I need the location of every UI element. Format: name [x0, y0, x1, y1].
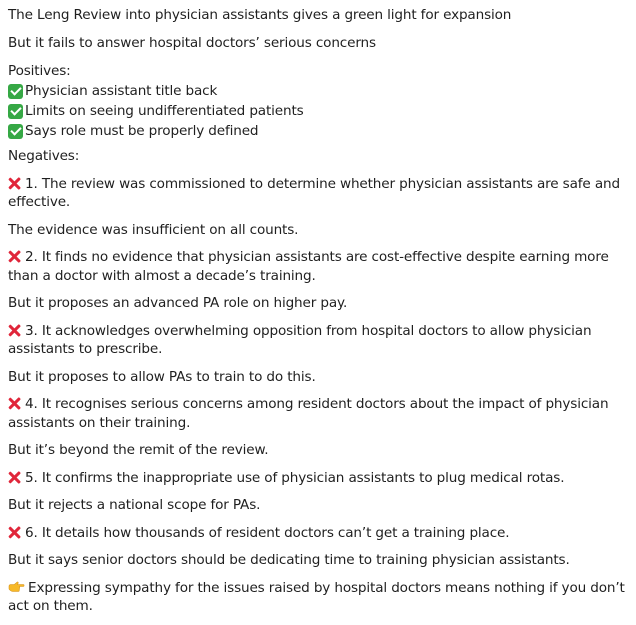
cross-mark-icon: [8, 397, 21, 410]
negative-point: [8, 175, 634, 212]
post-subhead: But it fails to answer hospital doctors’ serious concerns: [8, 34, 376, 51]
closing-text: Expressing sympathy for the issues raised by hospital doctors means nothing if you don’t act on them.: [8, 579, 625, 614]
check-mark-icon: [8, 104, 23, 119]
cross-mark-icon: [8, 526, 21, 539]
negative-point-text: 5. It confirms the inappropriate use of physician assistants to plug medical rotas.: [25, 469, 565, 486]
negative-response: But it proposes an advanced PA role on higher pay.: [8, 295, 348, 311]
hand-pointing-right-icon: [8, 581, 25, 594]
check-mark-icon: [8, 124, 23, 139]
positive-item-text: Physician assistant title back: [25, 82, 218, 99]
negative-point-text: 6. It details how thousands of resident doctors can’t get a training place.: [25, 524, 510, 541]
closing-statement: [8, 579, 634, 616]
negative-point-text: 4. It recognises serious concerns among resident doctors about the impact of physician assistants on their training.: [8, 396, 609, 431]
cross-mark-icon: [8, 324, 21, 337]
negative-point: [8, 395, 634, 432]
positive-item: [8, 81, 634, 101]
negative-point-text: 2. It finds no evidence that physician assistants are cost-effective despite earning more than a doctor with almost a decade’s training.: [8, 249, 609, 284]
negative-response: But it proposes to allow PAs to train to do this.: [8, 368, 316, 385]
positive-item-text: Limits on seeing undifferentiated patients: [25, 102, 304, 119]
check-mark-icon: [8, 84, 23, 99]
cross-mark-icon: [8, 250, 21, 263]
positives-heading: Positives:: [8, 63, 71, 79]
negative-point: [8, 248, 634, 285]
negatives-heading: Negatives:: [8, 148, 80, 164]
negative-point: [8, 469, 634, 488]
negative-point: [8, 322, 634, 359]
negative-point: [8, 524, 634, 543]
positive-item: [8, 121, 634, 141]
negative-point-text: 1. The review was commissioned to determine whether physician assistants are safe and effective.: [8, 175, 620, 210]
positive-item: [8, 101, 634, 121]
positives-section: [8, 61, 634, 141]
negative-point-text: 3. It acknowledges overwhelming opposition from hospital doctors to allow physician assistants to prescribe.: [8, 322, 592, 357]
negative-response: But it rejects a national scope for PAs.: [8, 497, 261, 513]
post-headline: The Leng Review into physician assistants gives a green light for expansion: [8, 7, 512, 23]
negative-response: But it’s beyond the remit of the review.: [8, 442, 269, 458]
cross-mark-icon: [8, 471, 21, 484]
positive-item-text: Says role must be properly defined: [25, 122, 259, 139]
post-body: [8, 6, 634, 625]
cross-mark-icon: [8, 177, 21, 190]
negative-response: The evidence was insufficient on all counts.: [8, 221, 299, 238]
negative-response: But it says senior doctors should be dedicating time to training physician assistants.: [8, 552, 570, 568]
